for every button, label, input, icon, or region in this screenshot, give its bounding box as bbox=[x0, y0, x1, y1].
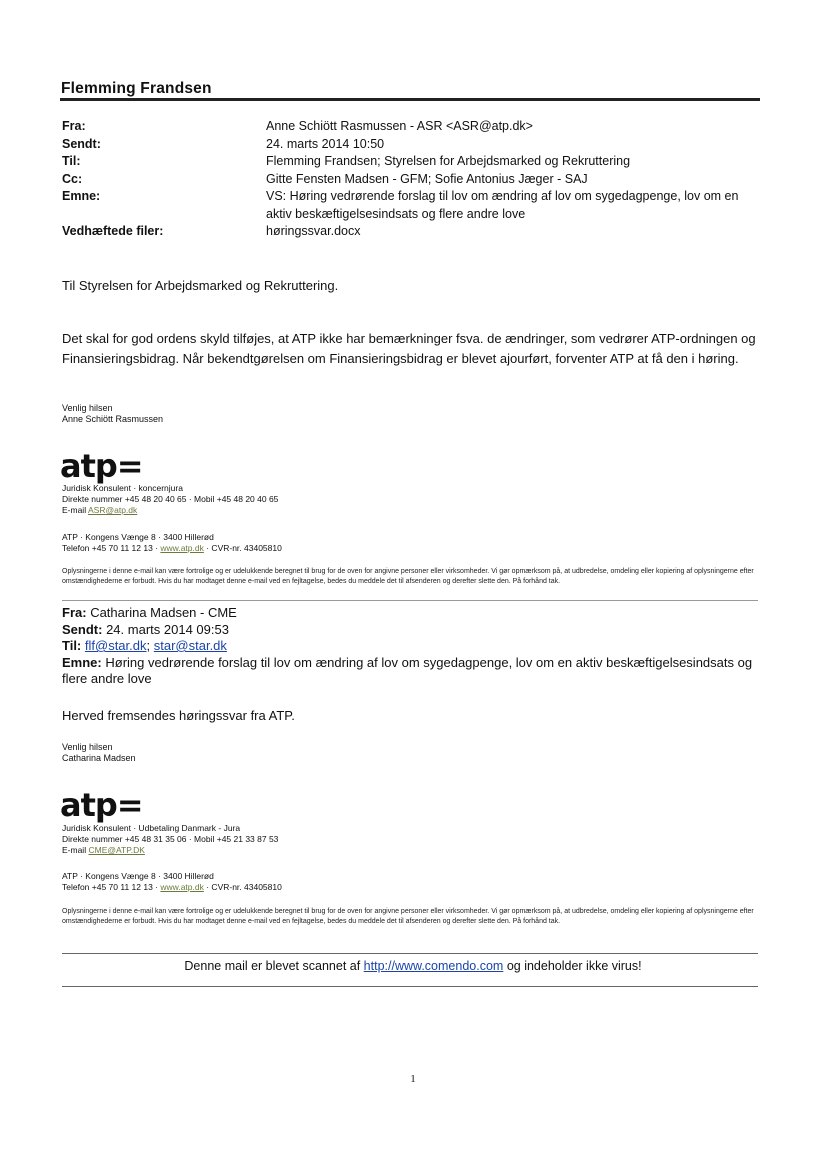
phone-line-2: Direkte nummer +45 48 31 35 06 · Mobil +45 21 33 87 53 bbox=[62, 834, 279, 844]
meta-label-subject: Emne: bbox=[62, 189, 101, 203]
meta-label-to: Til: bbox=[62, 154, 81, 168]
disclaimer-text: Oplysningerne i denne e-mail kan være fortrolige og er udelukkende beregnet til brug for de oven for angivne personer eller virksomheder. Vi gør opmærksom på, at udbredelse, omdeling eller kopiering af oplysningerne efter omstændighederne er forbudt. Hvis du har modtaget denne e-mail ved en fejltagelse, bedes du meddele det til afsenderen og derefter slette den. På forhånd tak. bbox=[62, 568, 754, 585]
cvr-number-2: · CVR-nr. 43405810 bbox=[206, 882, 282, 892]
scan-suffix: og indeholder ikke virus! bbox=[506, 959, 642, 973]
address-line-2: ATP · Kongens Vænge 8 · 3400 Hillerød bbox=[62, 871, 214, 881]
disclaimer-text-2: Oplysningerne i denne e-mail kan være fortrolige og er udelukkende beregnet til brug for de oven for angivne personer eller virksomheder. Vi gør opmærksom på, at udbredelse, omdeling eller kopiering af oplysningerne efter omstændighederne er forbudt. Hvis du har modtaget denne e-mail ved en fejltagelse, bedes du meddele det til afsenderen og derefter slette den. På forhånd tak. bbox=[62, 908, 754, 925]
scan-top-rule bbox=[62, 953, 758, 954]
signature-closing: Venlig hilsen bbox=[62, 403, 113, 413]
separator-line bbox=[62, 600, 758, 601]
fwd-to-link-2[interactable]: star@star.dk bbox=[153, 638, 227, 653]
meta-row-to bbox=[62, 153, 762, 171]
attachment-filename: høringssvar.docx bbox=[266, 224, 361, 238]
meta-value-sent: 24. marts 2014 10:50 bbox=[266, 136, 385, 151]
fwd-subject-value: Høring vedrørende forslag til lov om ændring af lov om sygedagpenge, lov om en aktiv beskæftigelsesindsats og flere andre love bbox=[62, 654, 753, 686]
job-title-2: Juridisk Konsulent · Udbetaling Danmark - Jura bbox=[62, 823, 241, 833]
address-block-2 bbox=[62, 871, 562, 893]
email-label: E-mail bbox=[62, 505, 87, 515]
meta-row-cc bbox=[62, 171, 762, 189]
fwd-sent-label: Sendt: bbox=[62, 621, 103, 637]
signature-name: Anne Schiött Rasmussen bbox=[62, 414, 164, 424]
fwd-to-link-1[interactable]: flf@star.dk bbox=[84, 638, 147, 653]
fwd-to-separator: ; bbox=[146, 638, 151, 653]
meta-row-from bbox=[62, 118, 762, 136]
atp-logo: atp= bbox=[60, 447, 143, 485]
meta-value-to: Flemming Frandsen; Styrelsen for Arbejdsmarked og Rekruttering bbox=[266, 154, 631, 168]
fwd-to-label: Til: bbox=[62, 638, 82, 653]
message-paragraph: Det skal for god ordens skyld tilføjes, at ATP ikke har bemærkninger fsva. de ændringer, som vedrører ATP-ordningen og Finansieringsbidrag. Når bekendtgørelsen om Finansieringsbidrag er blevet ajourført, forventer ATP at få den i høring. bbox=[62, 331, 756, 366]
telephone-text-2: Telefon +45 70 11 12 13 · bbox=[62, 882, 159, 892]
meta-label-from: Fra: bbox=[62, 119, 86, 133]
contact-block bbox=[62, 483, 562, 516]
telephone-line bbox=[62, 543, 562, 554]
greeting-line: Til Styrelsen for Arbejdsmarked og Rekruttering. bbox=[62, 278, 339, 293]
address-block bbox=[62, 532, 562, 554]
job-title: Juridisk Konsulent · koncernjura bbox=[62, 483, 183, 493]
meta-label-sent: Sendt: bbox=[62, 136, 101, 151]
meta-label-attachments: Vedhæftede filer: bbox=[62, 224, 164, 238]
fwd-from-line bbox=[62, 605, 762, 622]
email-line bbox=[62, 505, 562, 516]
header-rule bbox=[60, 98, 760, 101]
virus-scan-notice bbox=[0, 959, 826, 973]
address-line: ATP · Kongens Vænge 8 · 3400 Hillerød bbox=[62, 532, 214, 542]
sender-name-header: Flemming Frandsen bbox=[61, 80, 212, 97]
meta-value-subject: VS: Høring vedrørende forslag til lov om ændring af lov om sygedagpenge, lov om en aktiv beskæftigelsesindsats og flere andre love bbox=[266, 189, 739, 221]
fwd-subject-label: Emne: bbox=[62, 654, 102, 670]
page-number: 1 bbox=[410, 1073, 416, 1085]
telephone-line-2 bbox=[62, 882, 562, 893]
fwd-subject-line bbox=[62, 655, 762, 688]
forwarded-header bbox=[62, 605, 762, 688]
website-link-2[interactable]: www.atp.dk bbox=[160, 882, 204, 892]
email-line-2 bbox=[62, 845, 562, 856]
meta-value-from: Anne Schiött Rasmussen - ASR <ASR@atp.dk> bbox=[266, 119, 533, 133]
scan-bottom-rule bbox=[62, 986, 758, 987]
email-meta-table bbox=[62, 118, 762, 241]
telephone-text: Telefon +45 70 11 12 13 · bbox=[62, 543, 159, 553]
email-link[interactable]: ASR@atp.dk bbox=[88, 505, 138, 515]
meta-row-attachments bbox=[62, 223, 762, 241]
comendo-link[interactable]: http://www.comendo.com bbox=[363, 959, 504, 973]
forwarded-message: Herved fremsendes høringssvar fra ATP. bbox=[62, 708, 295, 723]
meta-label-cc: Cc: bbox=[62, 171, 83, 186]
email-label-2: E-mail bbox=[62, 845, 87, 855]
signature-closing-2: Venlig hilsen bbox=[62, 742, 113, 752]
fwd-sent-value: 24. marts 2014 09:53 bbox=[106, 621, 229, 637]
contact-block-2 bbox=[62, 823, 562, 856]
fwd-sent-line bbox=[62, 622, 762, 639]
website-link[interactable]: www.atp.dk bbox=[160, 543, 204, 553]
fwd-from-label: Fra: bbox=[62, 605, 87, 620]
atp-logo-2: atp= bbox=[60, 786, 143, 824]
fwd-from-value: Catharina Madsen - CME bbox=[90, 605, 237, 620]
meta-row-subject bbox=[62, 188, 762, 223]
email-link-2[interactable]: CME@ATP.DK bbox=[88, 845, 145, 855]
meta-row-sent bbox=[62, 136, 762, 154]
meta-value-cc: Gitte Fensten Madsen - GFM; Sofie Antonius Jæger - SAJ bbox=[266, 171, 588, 186]
scan-prefix: Denne mail er blevet scannet af bbox=[184, 959, 361, 973]
fwd-to-line bbox=[62, 638, 762, 655]
phone-line: Direkte nummer +45 48 20 40 65 · Mobil +45 48 20 40 65 bbox=[62, 494, 279, 504]
signature-name-2: Catharina Madsen bbox=[62, 753, 136, 763]
cvr-number: · CVR-nr. 43405810 bbox=[206, 543, 282, 553]
